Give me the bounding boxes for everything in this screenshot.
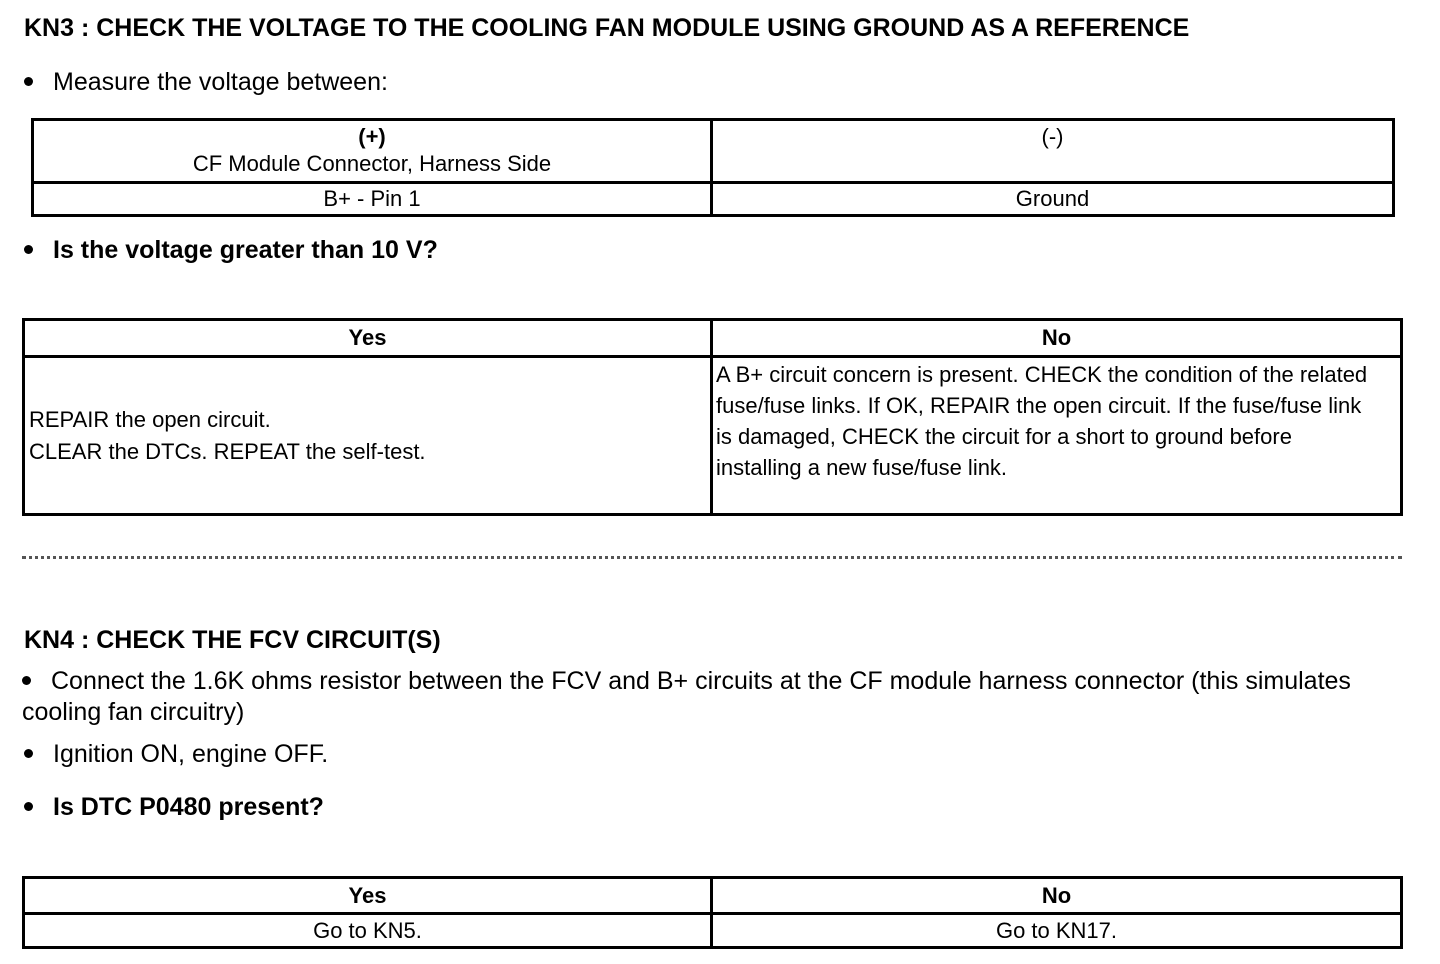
measure-minus-value-cell xyxy=(712,183,1394,216)
kn3-answer-table xyxy=(22,318,1403,516)
measure-plus-header-cell xyxy=(33,120,712,183)
bullet-icon xyxy=(24,77,33,86)
kn3-no-header: No xyxy=(1041,325,1072,350)
kn3-question-text: Is the voltage greater than 10 V? xyxy=(53,236,438,264)
kn4-question-text: Is DTC P0480 present? xyxy=(53,793,324,821)
kn4-no-header: No xyxy=(1041,882,1072,908)
bullet-icon xyxy=(22,676,31,685)
measure-minus-header-cell xyxy=(712,120,1394,183)
kn4-instruction1-text: Connect the 1.6K ohms resistor between the FCV and B+ circuits at the CF module harness connector (this simulates cooling fan circuitry) xyxy=(22,667,1351,726)
kn3-measure-table xyxy=(31,118,1395,217)
kn3-no-cell xyxy=(712,357,1402,515)
kn3-yes-cell xyxy=(24,357,712,515)
kn3-yes-line1: REPAIR the open circuit. xyxy=(29,406,271,432)
measure-plus-value: B+ - Pin 1 xyxy=(323,186,421,211)
kn3-instruction xyxy=(24,67,388,98)
measure-minus-header: (-) xyxy=(1041,124,1064,149)
measure-plus-value-cell xyxy=(33,183,712,216)
kn3-yes-header: Yes xyxy=(348,325,387,350)
kn3-question xyxy=(24,235,438,266)
kn4-answer-table xyxy=(22,876,1403,949)
kn4-no-value: Go to KN17. xyxy=(995,917,1118,943)
kn4-instruction2 xyxy=(24,739,328,770)
kn4-yes-cell xyxy=(24,914,712,948)
kn4-yes-header-cell xyxy=(24,878,712,914)
measure-plus-subheader: CF Module Connector, Harness Side xyxy=(192,151,552,176)
bullet-icon xyxy=(24,245,33,254)
measure-plus-header: (+) xyxy=(358,124,386,149)
kn3-yes-line2: CLEAR the DTCs. REPEAT the self-test. xyxy=(29,438,426,464)
kn4-instruction2-text: Ignition ON, engine OFF. xyxy=(53,740,329,768)
kn3-yes-header-cell xyxy=(24,320,712,357)
kn4-yes-header: Yes xyxy=(348,882,387,908)
kn3-no-text: A B+ circuit concern is present. CHECK the condition of the related fuse/fuse links. If OK, REPAIR the open circuit. If the fuse/fuse link is damaged, CHECK the circuit for a short to ground before installing a new fuse/fuse link. xyxy=(716,362,1368,480)
bullet-icon xyxy=(24,749,33,758)
kn3-heading: KN3 : CHECK THE VOLTAGE TO THE COOLING FAN MODULE USING GROUND AS A REFERENCE xyxy=(24,14,1190,42)
kn3-no-header-cell xyxy=(712,320,1402,357)
kn4-instruction1 xyxy=(22,666,1402,728)
kn4-heading: KN4 : CHECK THE FCV CIRCUIT(S) xyxy=(24,626,441,654)
kn3-instruction-text: Measure the voltage between: xyxy=(53,68,388,96)
bullet-icon xyxy=(24,802,33,811)
kn4-no-header-cell xyxy=(712,878,1402,914)
measure-minus-value: Ground xyxy=(1015,186,1090,211)
section-divider xyxy=(22,556,1402,559)
kn4-no-cell xyxy=(712,914,1402,948)
kn4-yes-value: Go to KN5. xyxy=(313,917,422,943)
kn4-question xyxy=(24,792,324,823)
